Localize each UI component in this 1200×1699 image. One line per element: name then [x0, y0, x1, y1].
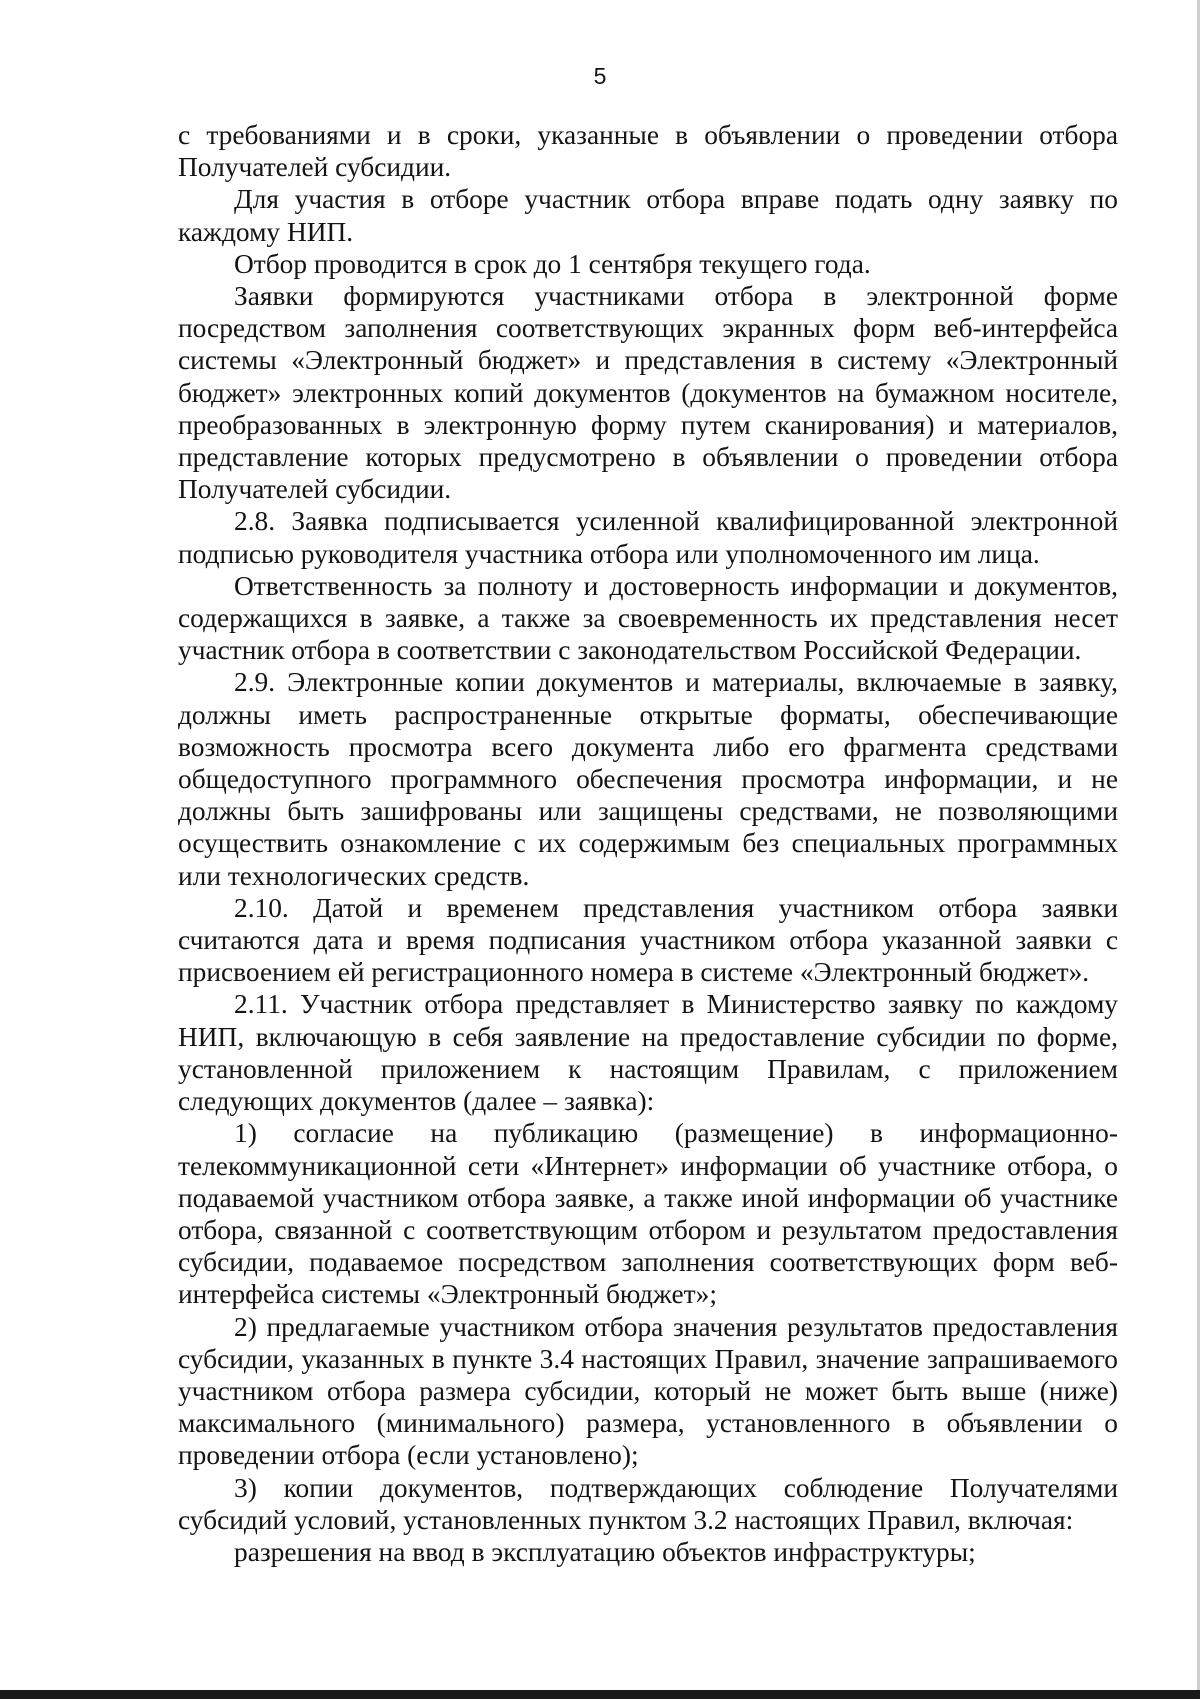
paragraph-participation: Для участия в отборе участник отбора вправе подать одну заявку по каждому НИП.	[178, 184, 1118, 247]
paragraph-clause-2-10: 2.10. Датой и временем представления участником отбора заявки считаются дата и время подписания участником отбора указанной заявки с присвоением ей регистрационного номера в системе «Электронный бюджет».	[178, 892, 1118, 988]
list-item-2: 2) предлагаемые участником отбора значения результатов предоставления субсидии, указанных в пункте 3.4 настоящих Правил, значение запрашиваемого участником отбора размера субсидии, который не может быть выше (ниже) максимального (минимального) размера, установленного в объявлении о проведении отбора (если установлено);	[178, 1311, 1118, 1471]
paragraph-clause-2-9: 2.9. Электронные копии документов и материалы, включаемые в заявку, должны иметь распространенные открытые форматы, обеспечивающие возможность просмотра всего документа либо его фрагмента средствами общедоступного программного обеспечения просмотра информации, и не должны быть зашифрованы или защищены средствами, не позволяющими осуществить ознакомление с их содержимым без специальных программных или технологических средств.	[178, 667, 1118, 891]
paragraph-responsibility: Ответственность за полноту и достоверность информации и документов, содержащихся в заявке, а также за своевременность их представления несет участник отбора в соответствии с законодательством Российской Федерации.	[178, 570, 1118, 666]
page-edge-bottom	[0, 1690, 1200, 1699]
list-subitem-permits: разрешения на ввод в эксплуатацию объектов инфраструктуры;	[234, 1536, 976, 1567]
paragraph-clause-2-11: 2.11. Участник отбора представляет в Министерство заявку по каждому НИП, включающую в себя заявление на предоставление субсидии по форме, установленной приложением к настоящим Правилам, с приложением следующих документов (далее – заявка):	[178, 989, 1118, 1117]
document-body	[178, 119, 1118, 1568]
paragraph-clause-2-8: 2.8. Заявка подписывается усиленной квалифицированной электронной подписью руководителя участника отбора или уполномоченного им лица.	[178, 506, 1118, 569]
paragraph-application-forming: Заявки формируются участниками отбора в электронной форме посредством заполнения соответствующих экранных форм веб-интерфейса системы «Электронный бюджет» и представления в систему «Электронный бюджет» электронных копий документов (документов на бумажном носителе, преобразованных в электронную форму путем сканирования) и материалов, представление которых предусмотрено в объявлении о проведении отбора Получателей субсидии.	[178, 281, 1118, 505]
list-item-3: 3) копии документов, подтверждающих соблюдение Получателями субсидий условий, установленных пунктом 3.2 настоящих Правил, включая:	[178, 1472, 1118, 1535]
paragraph-deadline: Отбор проводится в срок до 1 сентября текущего года.	[234, 248, 871, 279]
list-item-1: 1) согласие на публикацию (размещение) в информационно-телекоммуникационной сети «Интернет» информации об участнике отбора, о подаваемой участником отбора заявке, а также иной информации об участнике отбора, связанной с соответствующим отбором и результатом предоставления субсидии, подаваемое посредством заполнения соответствующих форм веб-интерфейса системы «Электронный бюджет»;	[178, 1118, 1118, 1310]
paragraph-continuation: с требованиями и в сроки, указанные в объявлении о проведении отбора Получателей субсидии.	[178, 120, 1118, 183]
page-number: 5	[593, 63, 607, 89]
